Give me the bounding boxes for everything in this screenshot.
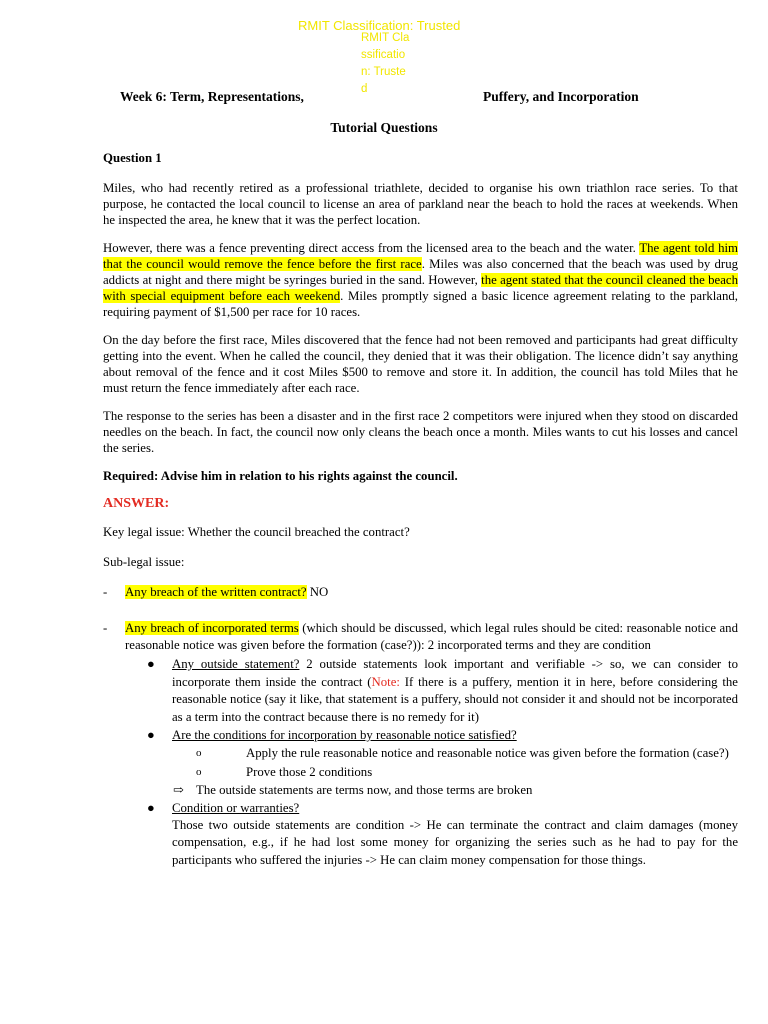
- b1-text-b: If there is a puffery, mention it in here, before considering the reasonable notice (say it like, that statement is a puffery, should not consider it and should not be incorporated as a term into the contract because there is no remedy for it): [172, 674, 738, 724]
- sub-bullet-apply-rule: [103, 745, 738, 763]
- bullet-marker: ●: [147, 657, 155, 671]
- b1-text-a: 2 outside statements look important and verifiable -> so, we can consider to incorporate them inside the contract (: [172, 657, 738, 689]
- dash-marker: -: [103, 621, 108, 635]
- arrow-right-icon: ⇨: [173, 782, 184, 797]
- sub-issue-incorporated-terms: [103, 620, 738, 654]
- conditions-heading: Are the conditions for incorporation by reasonable notice satisfied?: [172, 728, 517, 742]
- circle-marker: o: [196, 747, 202, 759]
- page-title-right: Puffery, and Incorporation: [483, 89, 639, 104]
- p2-text-b: . Miles was also concerned that the beach was used by drug addicts at night and there might be syringes buried in the sand. However,: [103, 257, 738, 287]
- classification-side-label: RMIT Classification: Trusted: [361, 32, 410, 95]
- document-body: [103, 150, 738, 869]
- outside-statement-heading: Any outside statement?: [172, 657, 300, 671]
- highlight-clean-statement: the agent stated that the council cleaned the beach with special equipment before each weekend: [103, 273, 738, 303]
- dash2-rest: (which should be discussed, which legal rules should be cited: reasonable notice and reasonable notice was given before the formation (case?)): 2 incorporated terms and they are condition: [125, 621, 738, 652]
- required-statement: Required: Advise him in relation to his rights against the council.: [103, 469, 458, 483]
- sub-bullet-prove-conditions: [103, 764, 738, 780]
- dash-marker: -: [103, 585, 108, 599]
- classification-label: RMIT Classification: Trusted: [298, 18, 461, 33]
- condition-warranties-text: Those two outside statements are condition -> He can terminate the contract and claim damages (money compensation, e.g., if he had lost some money for organizing the series such as he had to pay for the participants who suffered the injuries -> He can claim money compensation for those things.: [172, 817, 738, 867]
- arrow-conclusion: [103, 782, 738, 798]
- key-legal-issue: Key legal issue: Whether the council breached the contract?: [103, 525, 410, 539]
- question-heading: Question 1: [103, 151, 162, 165]
- page-title-left: Week 6: Term, Representations,: [120, 89, 304, 104]
- answer-heading: ANSWER:: [103, 496, 170, 511]
- dash1-rest: NO: [306, 585, 329, 599]
- c2-text: Prove those 2 conditions: [246, 764, 373, 779]
- condition-warranties-heading: Condition or warranties?: [172, 800, 300, 815]
- arrow-text: The outside statements are terms now, and those terms are broken: [196, 782, 533, 797]
- bullet-condition-warranties: [103, 800, 738, 816]
- p2-text-c: . Miles promptly signed a basic licence agreement relating to the parkland, requiring payment of $1,500 per race for 10 races.: [103, 289, 738, 319]
- c1-text: Apply the rule reasonable notice and reasonable notice was given before the formation (case?): [246, 746, 729, 760]
- circle-marker: o: [196, 765, 202, 778]
- highlight-fence-statement: The agent told him that the council would remove the fence before the first race: [103, 241, 739, 271]
- bullet-marker: ●: [147, 800, 155, 815]
- question-paragraph-4: The response to the series has been a disaster and in the first race 2 competitors were injured when they stood on discarded needles on the beach. In fact, the council now only cleans the beach once a month. Miles wants to cut his losses and cancel the series.: [103, 409, 738, 455]
- question-paragraph-1: Miles, who had recently retired as a professional triathlete, decided to organise his own triathlon race series. To that purpose, he contacted the local council to license an area of parkland near the beach to hold the races at weekends. When he inspected the area, he knew that it was the perfect location.: [103, 181, 738, 227]
- bullet-conditions: [103, 727, 738, 743]
- bullet-outside-statement: [103, 656, 738, 726]
- bullet-marker: ●: [147, 728, 155, 742]
- p2-text-a: However, there was a fence preventing direct access from the licensed area to the beach and the water.: [103, 241, 640, 255]
- question-paragraph-3: On the day before the first race, Miles discovered that the fence had not been removed and participants had great difficulty getting into the event. When he called the council, they denied that it was their obligation. The licence didn’t say anything about removal of the fence and it cost Miles $500 to remove and store it. In addition, the council has told Miles that he must return the fence immediately after each race.: [103, 333, 738, 395]
- sub-issue-written-contract: [103, 584, 738, 600]
- page-subtitle: Tutorial Questions: [330, 120, 438, 135]
- highlight-incorporated-terms: Any breach of incorporated terms: [125, 621, 299, 635]
- highlight-written-contract: Any breach of the written contract?: [125, 585, 307, 599]
- sub-legal-issue: Sub-legal issue:: [103, 555, 185, 569]
- question-paragraph-2: [103, 240, 738, 320]
- note-label: Note:: [371, 674, 400, 689]
